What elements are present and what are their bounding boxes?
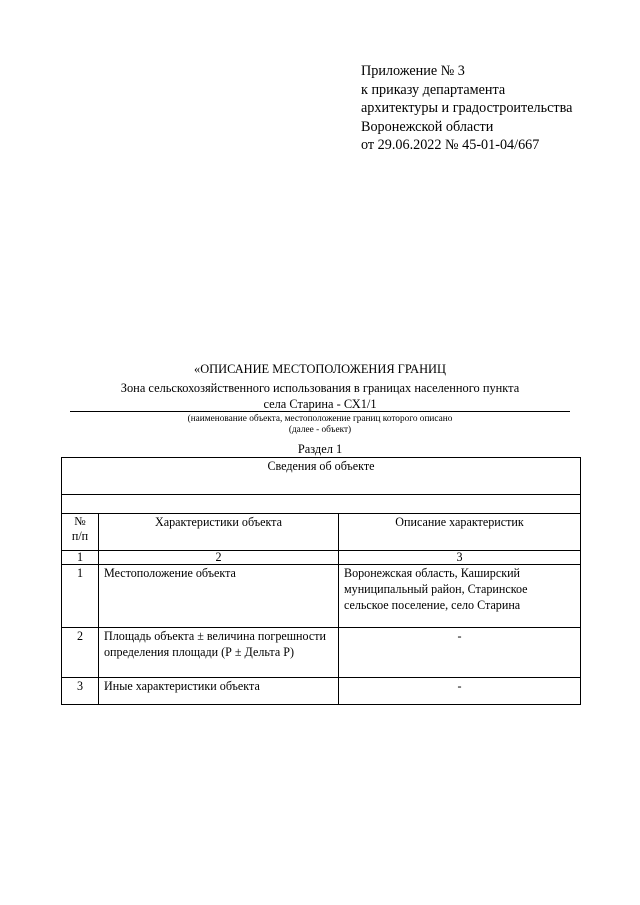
index-cell: 3 [339, 551, 581, 565]
table-column-header-row [62, 514, 581, 551]
document-title: «ОПИСАНИЕ МЕСТОПОЛОЖЕНИЯ ГРАНИЦ [194, 362, 446, 376]
table-row [62, 565, 581, 628]
column-header-number [62, 514, 99, 551]
object-name-line-2: села Старина - СХ1/1 [263, 397, 377, 411]
column-header-number-line1: № [74, 514, 86, 528]
object-name-underline [70, 411, 570, 412]
object-name-caption-2: (далее - объект) [288, 425, 352, 435]
appendix-line: архитектуры и градостроительства [361, 100, 573, 116]
object-name-line-1: Зона сельскохозяйственного использования в границах населенного пункта [120, 381, 520, 395]
column-header-number-line2: п/п [71, 529, 89, 543]
table-header-row [62, 458, 581, 495]
row-number: 2 [62, 628, 99, 678]
row-number: 3 [62, 678, 99, 705]
index-cell: 1 [62, 551, 99, 565]
row-description: - [339, 678, 581, 705]
empty-cell [62, 495, 581, 514]
object-info-table [61, 457, 581, 705]
row-description: Воронежская область, Каширский муниципальный район, Старинское сельское поселение, село Старина [339, 565, 581, 628]
appendix-line: Приложение № 3 [361, 63, 465, 79]
table-index-row [62, 551, 581, 565]
section-label: Раздел 1 [297, 442, 343, 456]
table-empty-row [62, 495, 581, 514]
table-row [62, 628, 581, 678]
row-characteristic: Иные характеристики объекта [99, 678, 339, 705]
column-header-characteristics: Характеристики объекта [99, 514, 339, 551]
appendix-line: Воронежской области [361, 118, 494, 135]
row-description: - [339, 628, 581, 678]
column-header-description: Описание характеристик [339, 514, 581, 551]
appendix-line: к приказу департамента [361, 81, 506, 98]
object-info-header: Сведения об объекте [62, 458, 581, 495]
object-name-caption: (наименование объекта, местоположение границ которого описано [187, 414, 453, 424]
table-row [62, 678, 581, 705]
appendix-block [361, 62, 572, 155]
appendix-line: от 29.06.2022 № 45-01-04/667 [361, 137, 540, 153]
row-number: 1 [62, 565, 99, 628]
row-characteristic: Местоположение объекта [99, 565, 339, 628]
index-cell: 2 [99, 551, 339, 565]
row-characteristic: Площадь объекта ± величина погрешности определения площади (Р ± Дельта Р) [99, 628, 339, 678]
